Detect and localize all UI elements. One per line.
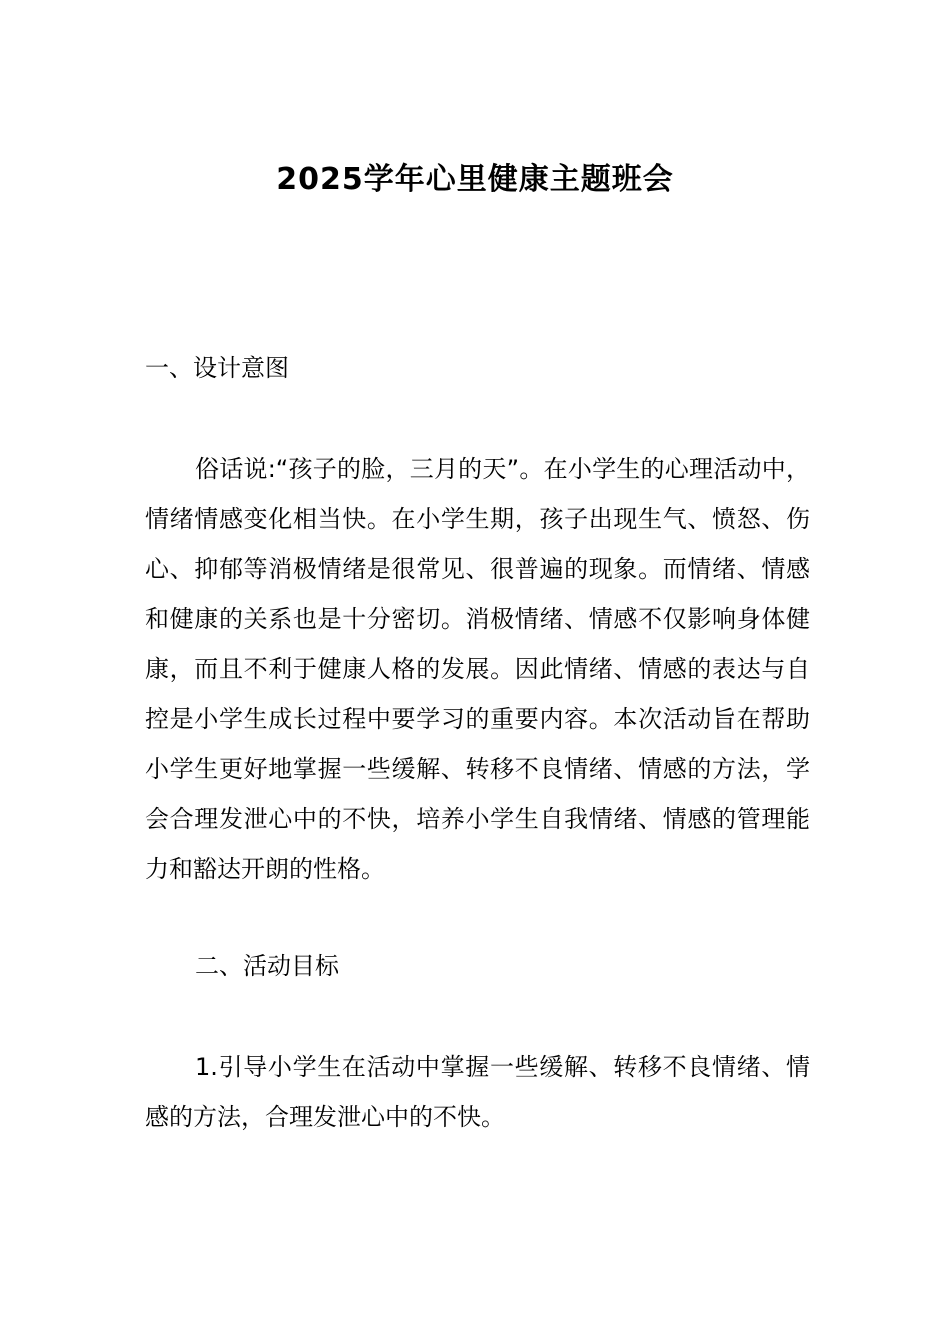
document-title: 2025学年心里健康主题班会 [276,162,674,197]
section-heading-design-intent: 一、设计意图 [145,354,289,382]
section-heading-activity-goals: 二、活动目标 [195,952,339,980]
design-intent-paragraph: 俗话说:“孩子的脸，三月的天”。在小学生的心理活动中，情绪情感变化相当快。在小学生期，孩子出现生气、愤怒、伤心、抑郁等消极情绪是很常见、很普遍的现象。而情绪、情感和健康的关系也是十分密切。消极情绪、情感不仅影响身体健康，而且不利于健康人格的发展。因此情绪、情感的表达与自控是小学生成长过程中要学习的重要内容。本次活动旨在帮助小学生更好地掌握一些缓解、转移不良情绪、情感的方法，学会合理发泄心中的不快，培养小学生自我情绪、情感的管理能力和豁达开朗的性格。 [145,455,810,883]
activity-goals-paragraph: 1.引导小学生在活动中掌握一些缓解、转移不良情绪、情感的方法，合理发泄心中的不快。 [145,1053,810,1131]
